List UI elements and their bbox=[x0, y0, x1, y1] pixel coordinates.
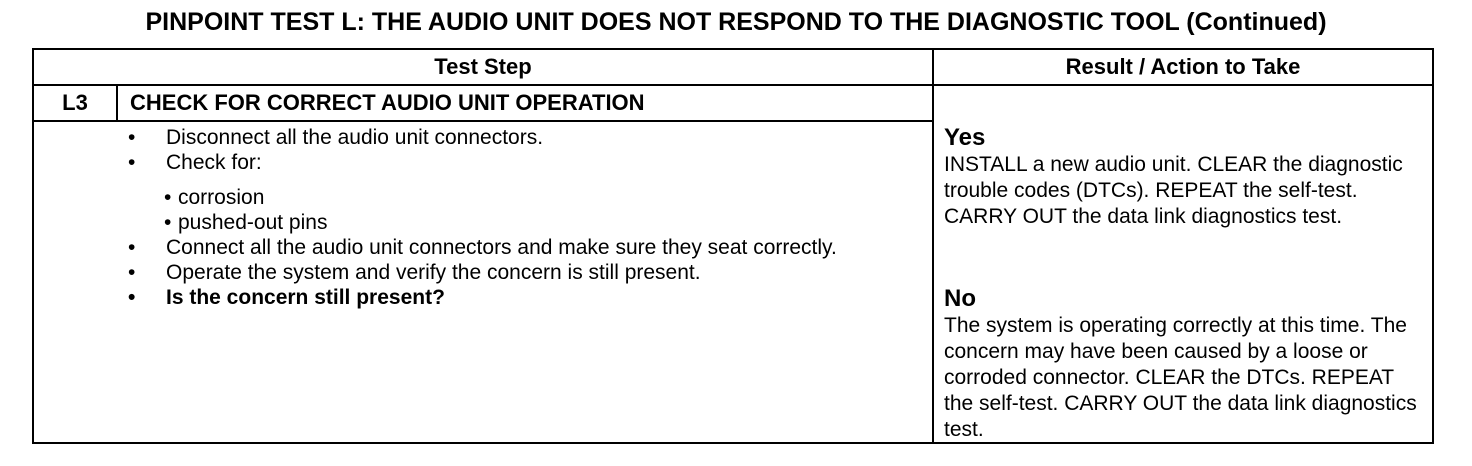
result-no-text: The system is operating correctly at this time. The concern may have been caused by a loose or corroded connector. CLEAR the DTCs. REPEAT the self-test. CARRY OUT the data link diagnostics test. bbox=[944, 314, 1417, 441]
result-yes bbox=[944, 124, 1428, 230]
list-item bbox=[128, 125, 908, 150]
sub-item-text: corrosion bbox=[178, 186, 265, 209]
result-yes-label: Yes bbox=[944, 124, 986, 151]
instruction-text: Check for: bbox=[166, 151, 262, 174]
list-item bbox=[128, 260, 908, 285]
bullet-icon: • bbox=[128, 151, 136, 174]
test-step-instructions bbox=[128, 125, 908, 310]
bullet-icon: • bbox=[164, 186, 172, 209]
bullet-icon: • bbox=[128, 286, 136, 309]
result-no bbox=[944, 285, 1428, 443]
sub-list-item bbox=[164, 210, 908, 235]
column-divider bbox=[932, 48, 934, 444]
step-title: CHECK FOR CORRECT AUDIO UNIT OPERATION bbox=[130, 90, 645, 115]
list-item bbox=[128, 235, 908, 260]
question-text: Is the concern still present? bbox=[166, 286, 445, 309]
bullet-icon: • bbox=[128, 261, 136, 284]
page-title: PINPOINT TEST L: THE AUDIO UNIT DOES NOT RESPOND TO THE DIAGNOSTIC TOOL (Continued) bbox=[145, 8, 1327, 36]
header-test-step: Test Step bbox=[434, 54, 532, 79]
list-item bbox=[128, 150, 908, 175]
result-yes-text: INSTALL a new audio unit. CLEAR the diagnostic trouble codes (DTCs). REPEAT the self-test. CARRY OUT the data link diagnostics test. bbox=[944, 153, 1403, 228]
instruction-text: Operate the system and verify the concern is still present. bbox=[166, 261, 701, 284]
step-title-divider bbox=[32, 120, 934, 122]
check-for-sublist bbox=[128, 185, 908, 235]
sub-item-text: pushed-out pins bbox=[178, 211, 328, 234]
step-id-divider bbox=[116, 84, 118, 121]
bullet-icon: • bbox=[164, 211, 172, 234]
instruction-text: Connect all the audio unit connectors and make sure they seat correctly. bbox=[166, 236, 837, 259]
result-no-label: No bbox=[944, 285, 976, 312]
instruction-text: Disconnect all the audio unit connectors. bbox=[166, 126, 544, 149]
header-result-action: Result / Action to Take bbox=[1065, 54, 1301, 79]
sub-list-item bbox=[164, 185, 908, 210]
bullet-icon: • bbox=[128, 236, 136, 259]
bullet-icon: • bbox=[128, 126, 136, 149]
list-item bbox=[128, 285, 908, 310]
step-id: L3 bbox=[62, 90, 88, 115]
